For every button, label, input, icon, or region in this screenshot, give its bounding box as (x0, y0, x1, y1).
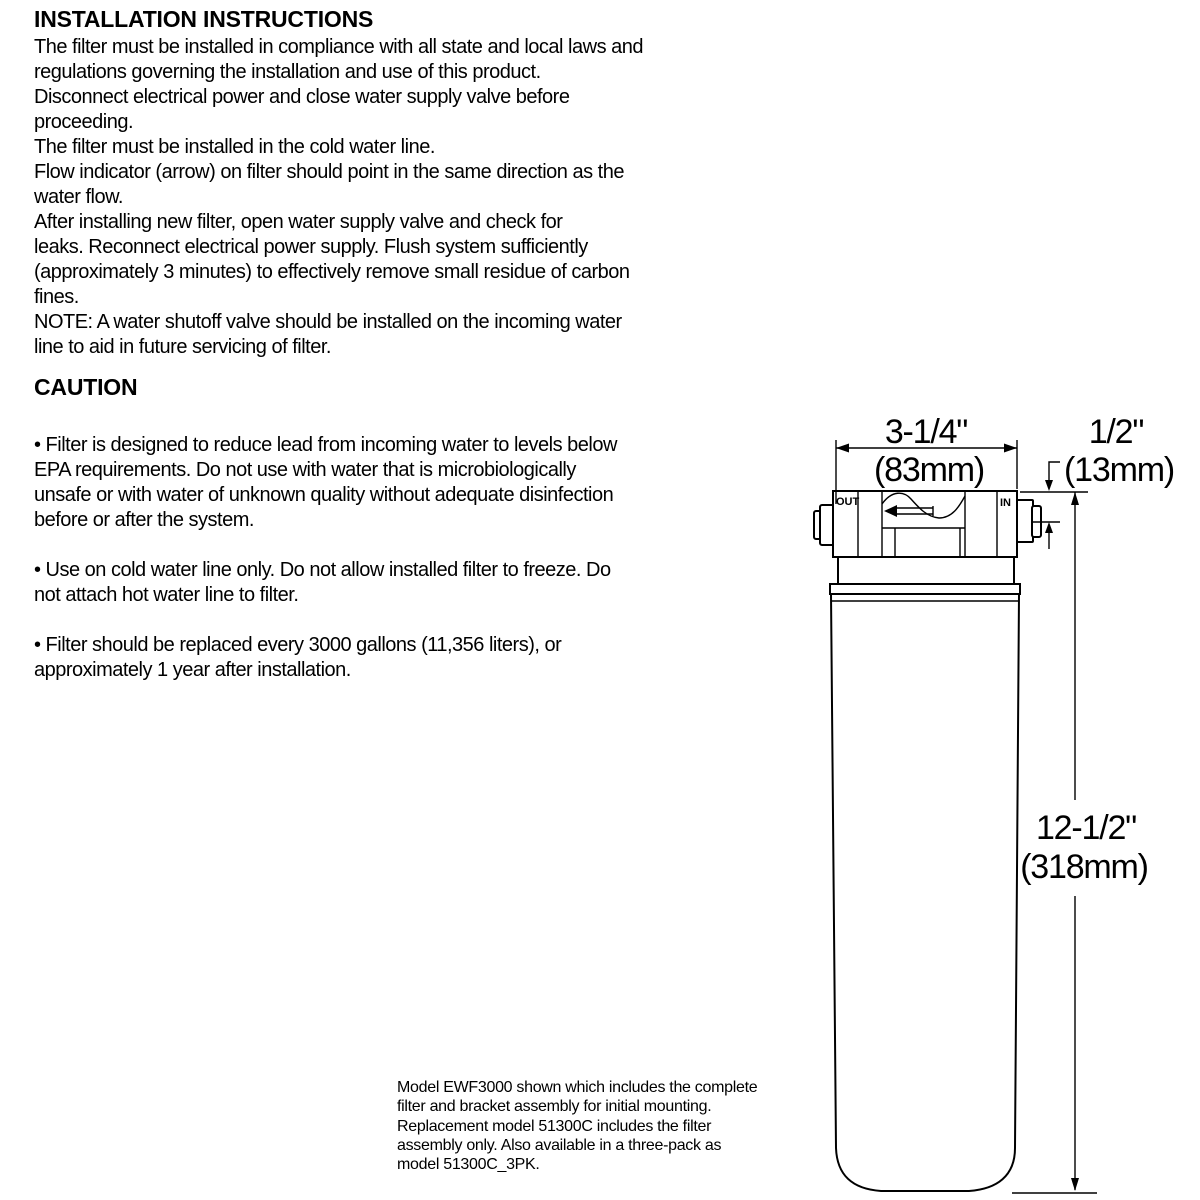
dimension-offset (1032, 413, 1174, 549)
arrow-up-icon (1045, 522, 1053, 533)
text-line: The filter must be installed in compliance with all state and local laws and (34, 36, 643, 58)
text-line: line to aid in future servicing of filter. (34, 336, 331, 358)
text-line: (approximately 3 minutes) to effectively remove small residue of carbon (34, 261, 630, 283)
in-port-body (1017, 500, 1033, 542)
filter-collar-lip (830, 584, 1020, 594)
text-line: NOTE: A water shutoff valve should be installed on the incoming water (34, 311, 622, 333)
filter-collar (838, 557, 1014, 584)
text-line: not attach hot water line to filter. (34, 584, 299, 606)
text-line: approximately 1 year after installation. (34, 659, 351, 681)
offset-inches-label: 1/2" (1088, 413, 1144, 451)
text-line: unsafe or with water of unknown quality without adequate disinfection (34, 484, 614, 506)
text-line: • Filter should be replaced every 3000 gallons (11,356 liters), or (34, 634, 562, 656)
text-line: assembly only. Also available in a three-pack as (397, 1136, 722, 1154)
text-line: Replacement model 51300C includes the filter (397, 1117, 712, 1135)
text-line: proceeding. (34, 111, 134, 133)
arrow-left-icon (836, 444, 849, 453)
text-line: before or after the system. (34, 509, 254, 531)
dimension-height (1012, 492, 1148, 1193)
text-line: After installing new filter, open water supply valve and check for (34, 211, 563, 233)
filter-cartridge-outline (831, 594, 1019, 1191)
arrow-down-icon (1071, 1178, 1079, 1191)
height-mm-label: (318mm) (1020, 848, 1148, 886)
filter-out-port (814, 505, 834, 545)
arrow-up-icon (1071, 492, 1079, 505)
out-port-body (820, 505, 834, 545)
caution-heading: CAUTION (34, 374, 138, 400)
text-line: fines. (34, 286, 79, 308)
leader-line (1049, 462, 1060, 482)
text-line: • Use on cold water line only. Do not allow installed filter to freeze. Do (34, 559, 611, 581)
offset-mm-label: (13mm) (1064, 451, 1174, 489)
page-title: INSTALLATION INSTRUCTIONS (34, 6, 374, 32)
height-inches-label: 12-1/2" (1035, 809, 1137, 847)
width-mm-label: (83mm) (874, 451, 984, 489)
out-port-label: OUT (836, 496, 860, 508)
text-line: leaks. Reconnect electrical power supply. Flush system sufficiently (34, 236, 588, 258)
text-line: Flow indicator (arrow) on filter should point in the same direction as the (34, 161, 624, 183)
text-line: filter and bracket assembly for initial mounting. (397, 1098, 712, 1116)
in-port-label: IN (1000, 497, 1011, 509)
text-line: Disconnect electrical power and close water supply valve before (34, 86, 570, 108)
filter-head (833, 491, 1017, 557)
arrow-right-icon (1004, 444, 1017, 453)
filter-in-port (1017, 500, 1041, 542)
text-line: EPA requirements. Do not use with water that is microbiologically (34, 459, 576, 481)
width-inches-label: 3-1/4" (884, 413, 968, 451)
text-line: Model EWF3000 shown which includes the complete (397, 1079, 758, 1096)
text-line: regulations governing the installation and use of this product. (34, 61, 541, 83)
arrow-down-icon (1045, 480, 1053, 491)
text-line: model 51300C_3PK. (397, 1156, 540, 1174)
text-line: • Filter is designed to reduce lead from incoming water to levels below (34, 434, 617, 456)
filter-body (830, 557, 1020, 1191)
text-line: water flow. (34, 186, 123, 208)
head-outline (833, 491, 1017, 557)
text-line: The filter must be installed in the cold water line. (34, 136, 435, 158)
